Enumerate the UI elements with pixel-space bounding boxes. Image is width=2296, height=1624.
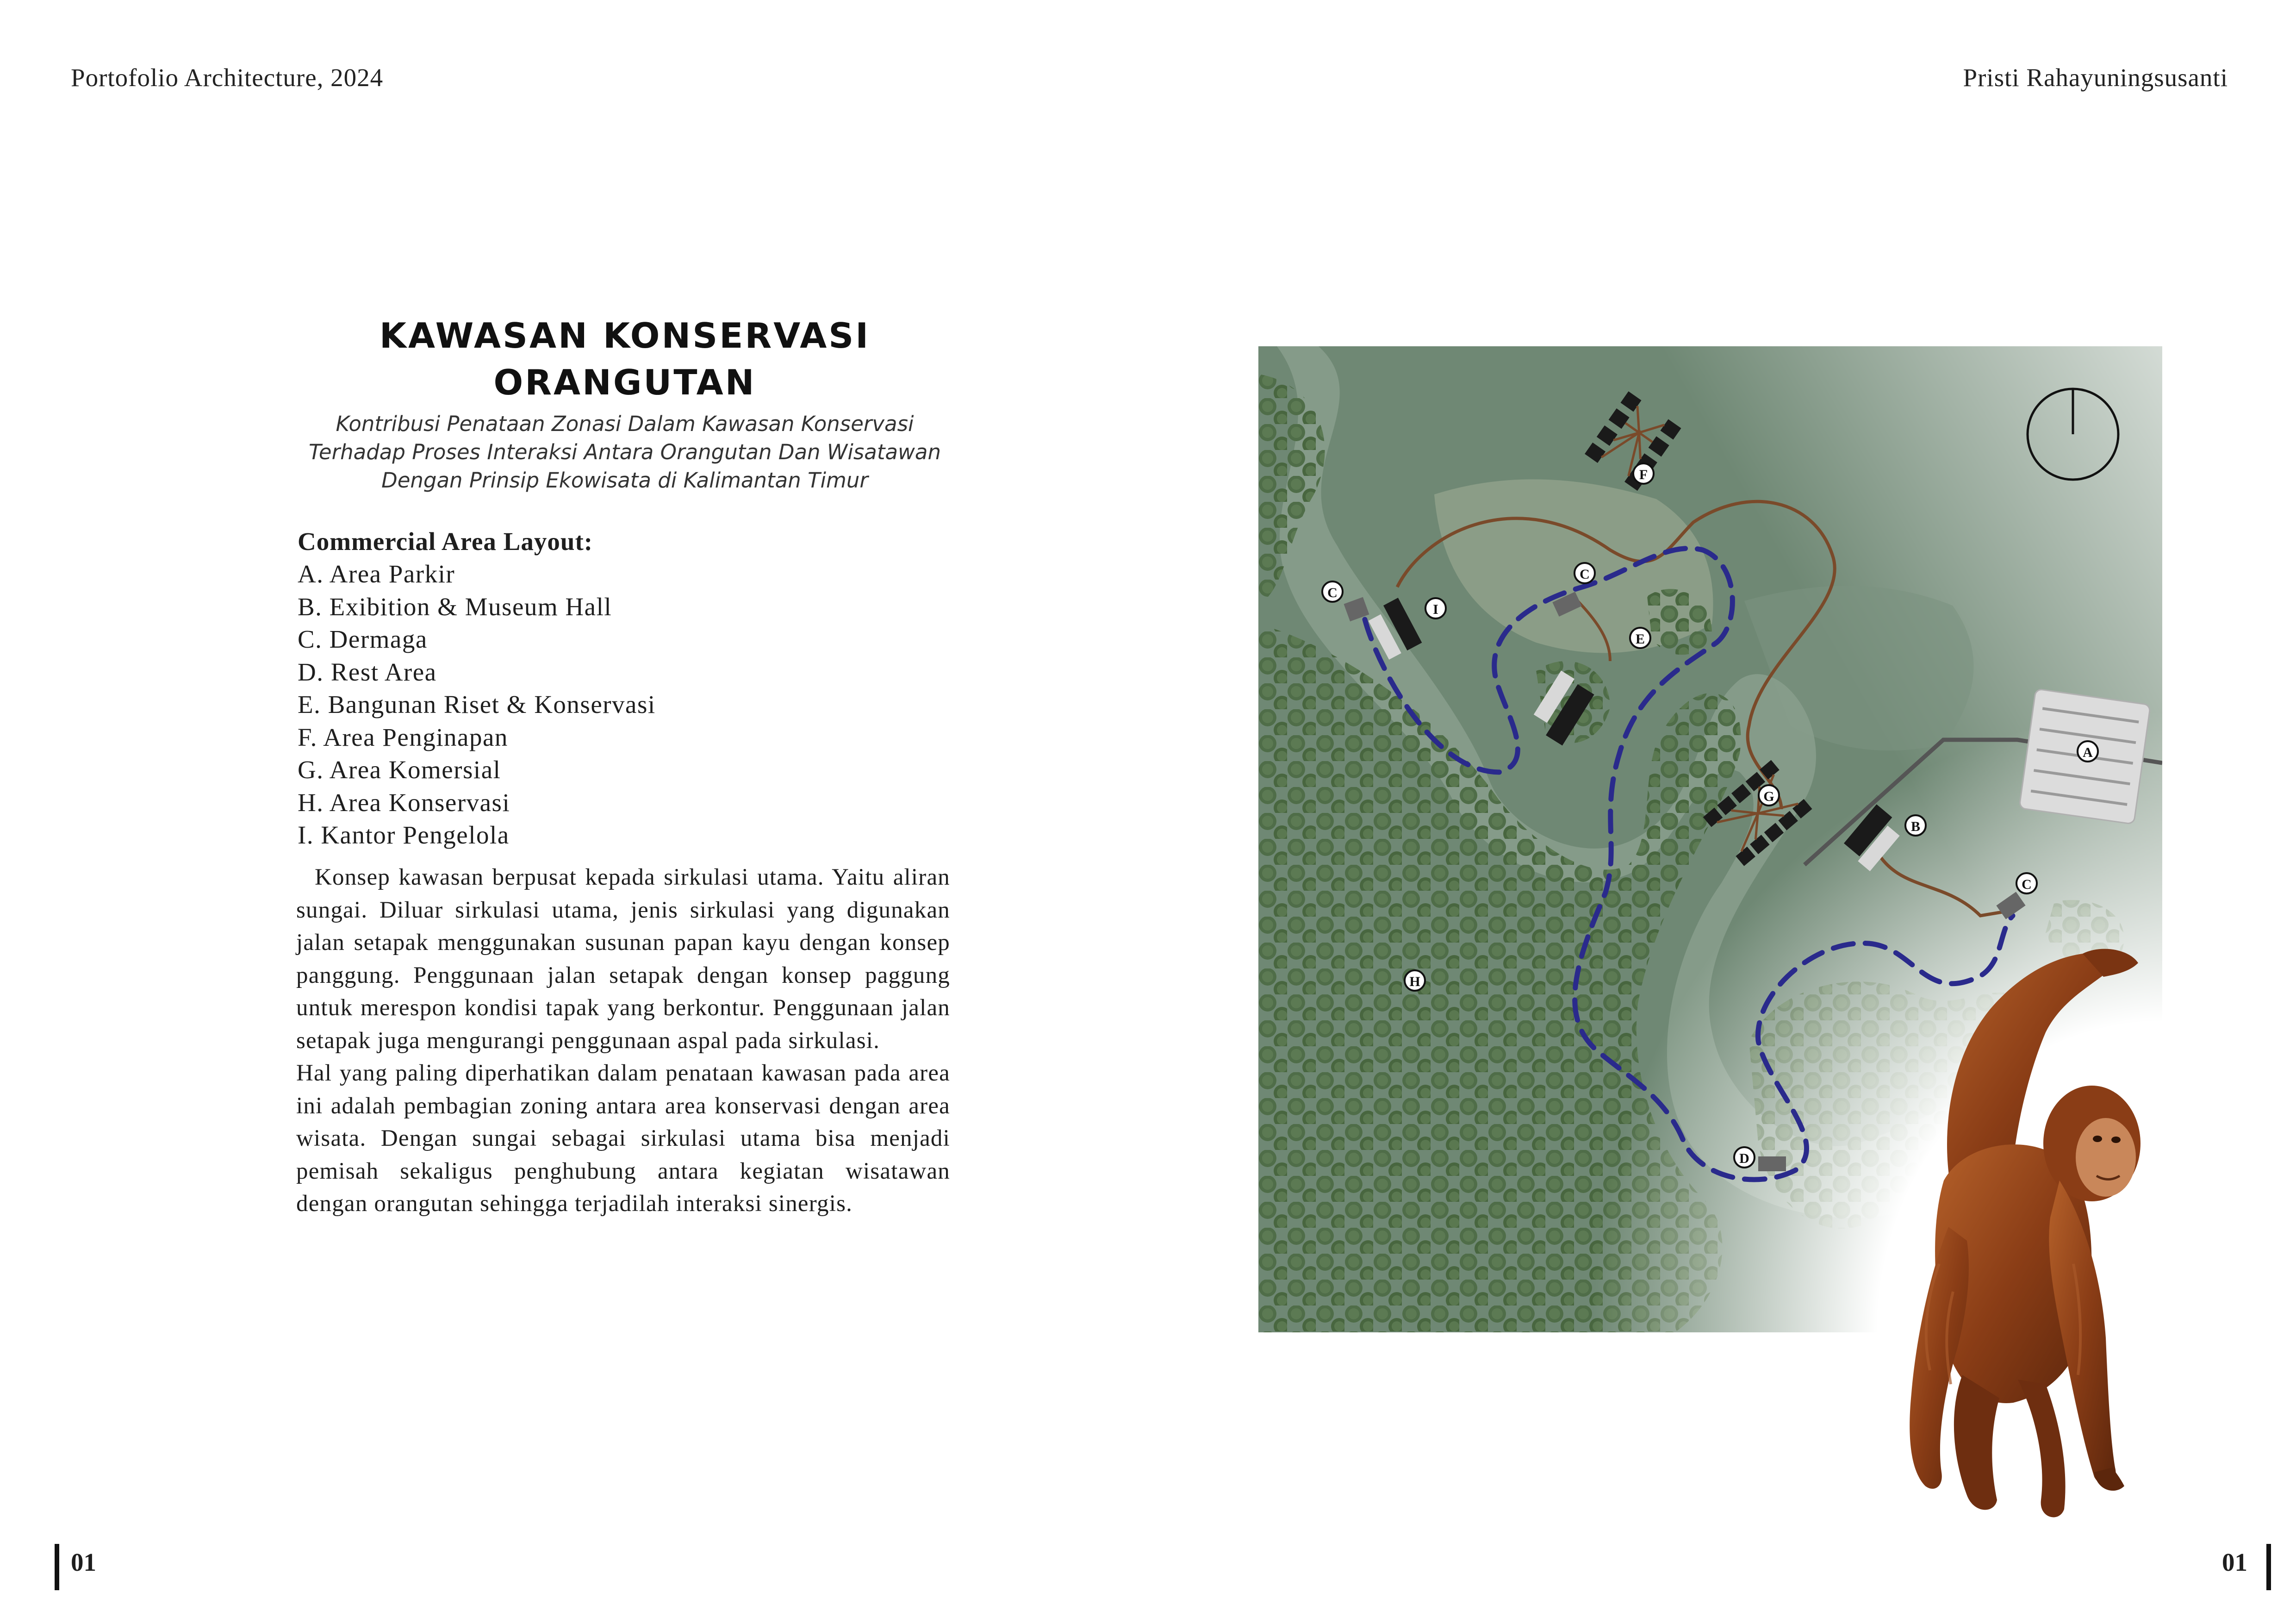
rest-area-d: [1758, 1156, 1786, 1171]
page-subtitle: [282, 410, 967, 494]
body-paragraph-2: Hal yang paling diperhatikan dalam penataan kawasan pada area ini adalah pembagian zoning antara area konservasi dengan area wisata. Dengan sungai sebagai sirkulasi utama bisa menjadi pemisah sekaligus penghubung antara kegiatan wisatawan dengan orangutan sehingga terjadilah interaksi sinergis.: [296, 1060, 950, 1217]
body-text: [296, 861, 950, 1220]
marker-g: [1759, 785, 1779, 806]
page-title-line-2: ORANGUTAN: [493, 362, 756, 403]
orangutan-face: [2076, 1118, 2136, 1197]
marker-c-west: [1322, 581, 1343, 602]
marker-c-west-label: C: [1327, 585, 1338, 600]
layout-legend: [298, 525, 950, 852]
marker-h-label: H: [1409, 974, 1420, 989]
marker-b-label: B: [1910, 819, 1921, 834]
marker-f-label: F: [1639, 467, 1648, 482]
marker-i-label: I: [1433, 602, 1438, 617]
header-portfolio-title: Portofolio Architecture, 2024: [71, 63, 384, 92]
header-author-name: Pristi Rahayuningsusanti: [1963, 63, 2228, 92]
layout-item-a: A. Area Parkir: [298, 560, 455, 588]
layout-item-h: H. Area Konservasi: [298, 788, 510, 817]
marker-f: [1633, 463, 1654, 484]
page-marker-bar-right: [2266, 1544, 2271, 1590]
layout-item-f: F. Area Penginapan: [298, 723, 508, 751]
orangutan-illustration: [1898, 940, 2291, 1542]
marker-d-label: D: [1739, 1151, 1749, 1166]
page-number-left: 01: [71, 1548, 96, 1576]
marker-a-label: A: [2083, 745, 2093, 760]
subtitle-line-3: Dengan Prinsip Ekowisata di Kalimantan Timur: [381, 468, 868, 493]
subtitle-line-2: Terhadap Proses Interaksi Antara Orangutan Dan Wisatawan: [308, 440, 941, 464]
page-number-right: 01: [2222, 1548, 2247, 1576]
layout-item-g: G. Area Komersial: [298, 756, 501, 784]
orangutan-leg-left: [1954, 1375, 1999, 1510]
layout-item-e: E. Bangunan Riset & Konservasi: [298, 690, 656, 718]
layout-item-c: C. Dermaga: [298, 625, 428, 653]
layout-list: [298, 558, 950, 852]
layout-heading: Commercial Area Layout:: [298, 527, 593, 556]
subtitle-line-1: Kontribusi Penataan Zonasi Dalam Kawasan Konservasi: [336, 412, 914, 436]
orangutan-leg-right: [2018, 1380, 2066, 1517]
marker-c-east: [2016, 873, 2037, 893]
title-block: [282, 312, 967, 494]
marker-g-label: G: [1763, 789, 1774, 804]
marker-c-north-label: C: [1580, 567, 1590, 582]
page-title-line-1: KAWASAN KONSERVASI: [379, 315, 871, 356]
layout-item-i: I. Kantor Pengelola: [298, 821, 510, 849]
marker-c-north: [1574, 563, 1595, 583]
marker-a: [2078, 741, 2098, 762]
marker-i: [1425, 598, 1446, 618]
marker-d: [1734, 1147, 1755, 1168]
marker-e-label: E: [1635, 631, 1645, 647]
page-marker-bar-left: [55, 1544, 59, 1590]
layout-item-b: B. Exibition & Museum Hall: [298, 592, 612, 621]
marker-c-east-label: C: [2022, 877, 2032, 892]
marker-b: [1905, 815, 1926, 836]
layout-item-d: D. Rest Area: [298, 657, 437, 686]
marker-e: [1630, 628, 1650, 648]
body-paragraph-1: Konsep kawasan berpusat kepada sirkulasi utama. Yaitu aliran sungai. Diluar sirkulasi utama, jenis sirkulasi yang digunakan jalan setapak menggunakan susunan papan kayu dengan konsep panggung. Penggunaan jalan setapak dengan konsep paggung untuk merespon kondisi tapak yang berkontur. Penggunaan jalan setapak juga mengurangi penggunaan aspal pada sirkulasi.: [296, 864, 950, 1054]
marker-h: [1405, 970, 1425, 991]
